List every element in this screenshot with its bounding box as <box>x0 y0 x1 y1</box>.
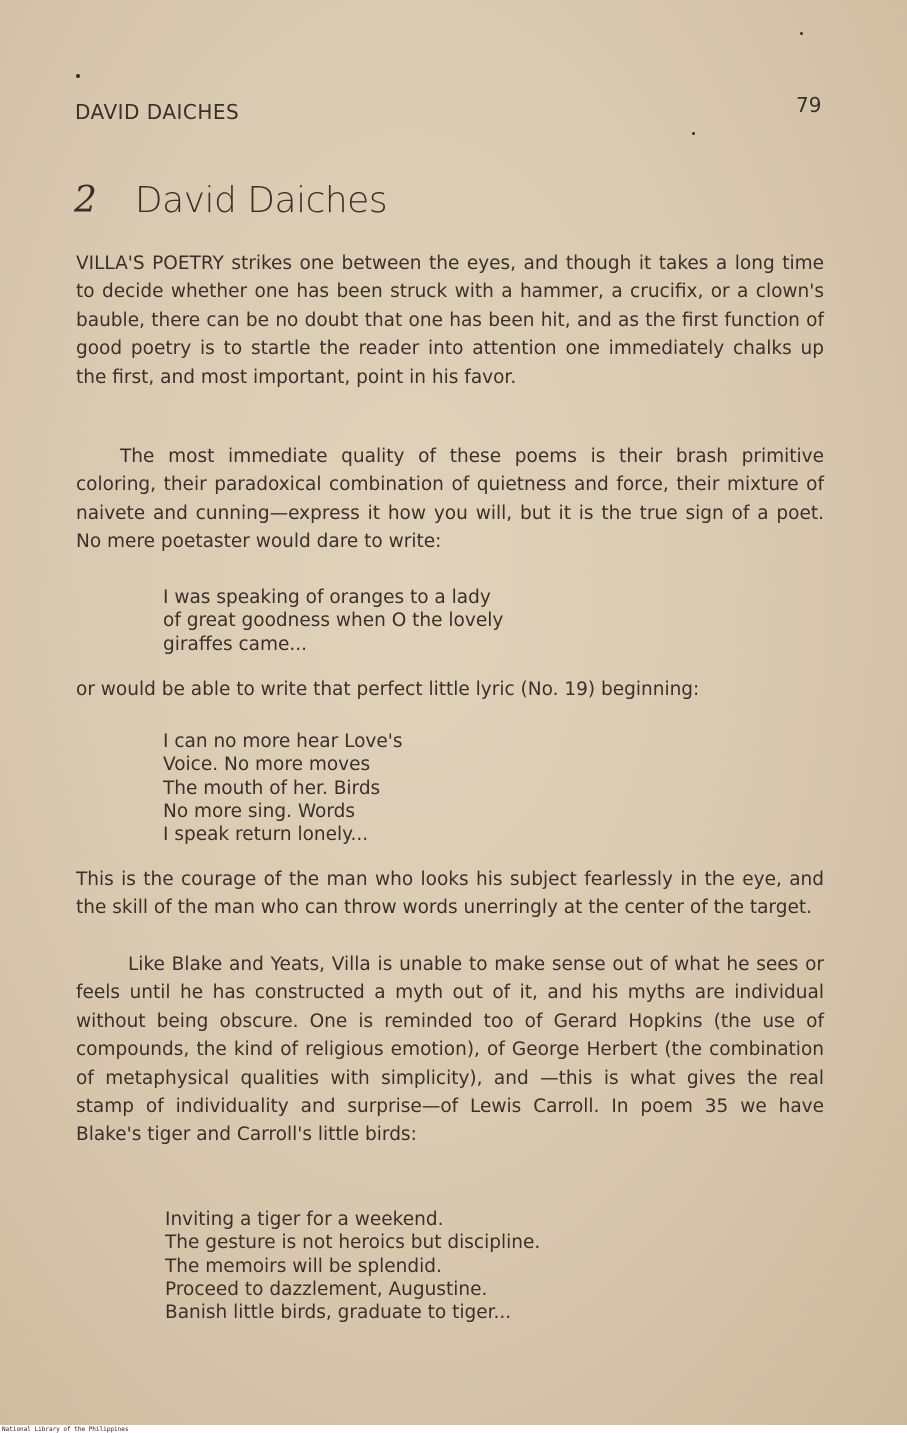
paragraph-3: or would be able to write that perfect little lyric (No. 19) beginning: <box>76 679 700 700</box>
footer-strip <box>0 1425 907 1433</box>
paragraph-1: VILLA'S POETRY strikes one between the eyes, and though it takes a long time to decide whether one has been struck with a hammer, a crucifix, or a clown's bauble, there can be no doubt that one has been hit, and as the first function of good poetry is to startle the reader into attention one immediately chalks up the first, and most important, point in his favor. <box>76 253 824 388</box>
paragraph-2: The most immediate quality of these poems is their brash primitive coloring, their paradoxical combination of quietness and force, their mixture of naivete and cunning—express it how you will, but it is the true sign of a poet. No mere poetaster would dare to write: <box>76 446 824 553</box>
page-speck <box>76 74 80 78</box>
verse-oranges: I was speaking of oranges to a lady of great goodness when O the lovely giraffes came... <box>163 587 504 655</box>
verse-poem-35: Inviting a tiger for a weekend. The gesture is not heroics but discipline. The memoirs will be splendid. Proceed to dazzlement, Augustine. Banish little birds, graduate to tiger... <box>165 1209 541 1324</box>
verse-lyric-19: I can no more hear Love's Voice. No more moves The mouth of her. Birds No more sing. Words I speak return lonely... <box>163 731 403 846</box>
chapter-number: 2 <box>74 180 97 221</box>
paragraph-4: This is the courage of the man who looks his subject fearlessly in the eye, and the skill of the man who can throw words unerringly at the center of the target. <box>76 869 824 919</box>
paragraph-5: Like Blake and Yeats, Villa is unable to make sense out of what he sees or feels until he has constructed a myth out of it, and his myths are individual without being obscure. One is reminded too of Gerard Hopkins (the use of compounds, the kind of religious emotion), of George Herbert (the combination of metaphysical qualities with simplicity), and —this is what gives the real stamp of individuality and surprise—of Lewis Carroll. In poem 35 we have Blake's tiger and Carroll's little birds: <box>76 954 824 1146</box>
running-title: DAVID DAICHES <box>75 100 240 124</box>
chapter-heading <box>74 180 387 221</box>
page-speck <box>800 32 803 35</box>
page-number: 79 <box>796 93 822 117</box>
chapter-author: David Daiches <box>134 180 388 221</box>
library-credit: National Library of the Philippines <box>2 1426 129 1433</box>
page-speck <box>692 132 695 135</box>
